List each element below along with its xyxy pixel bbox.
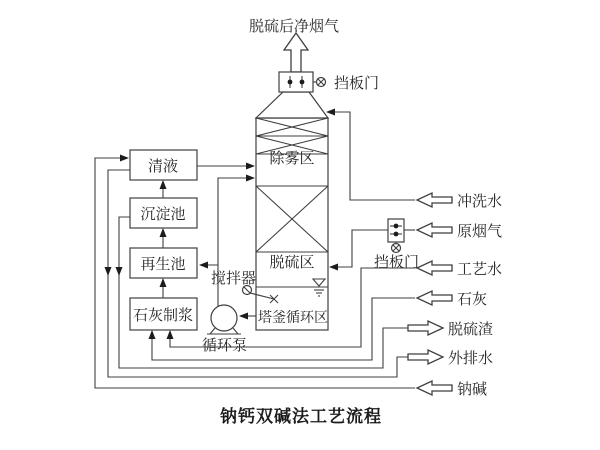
drain-water-arrow-icon xyxy=(408,350,443,364)
tower-body xyxy=(256,118,328,330)
raw-gas-arrow-icon xyxy=(417,223,452,237)
clear-liquid-spray-line xyxy=(197,163,255,170)
tower-cone xyxy=(256,92,328,118)
sodium-alkali-label: 钠碱 xyxy=(457,382,488,398)
clear-liquid-label: 清液 xyxy=(147,159,179,175)
flushing-water-arrow-icon xyxy=(417,193,452,207)
clean-gas-label: 脱硫后净烟气 xyxy=(249,19,340,35)
demister-zone-label: 除雾区 xyxy=(269,151,315,167)
clean-gas-outlet xyxy=(249,17,379,92)
pump-icon xyxy=(211,305,237,331)
circulation-pump-label: 循环泵 xyxy=(202,338,248,354)
sedimentation-label: 沉淀池 xyxy=(140,207,186,223)
circulation-pump xyxy=(199,175,256,355)
top-damper-motor-icon xyxy=(313,78,326,87)
stream-terminals xyxy=(408,193,502,398)
flushing-water-label: 冲洗水 xyxy=(457,194,503,210)
slag-arrow-icon xyxy=(408,321,443,335)
raw-gas-line xyxy=(329,219,419,271)
raw-gas-label: 原烟气 xyxy=(457,224,503,240)
process-water-label: 工艺水 xyxy=(457,262,503,278)
exhaust-arrow-icon xyxy=(284,33,308,72)
top-damper-box xyxy=(279,72,313,92)
flushing-water-line xyxy=(326,109,415,201)
diagram-title: 钠钙双碱法工艺流程 xyxy=(220,407,382,426)
top-damper-label: 挡板门 xyxy=(334,76,380,92)
lime-slurry-label: 石灰制浆 xyxy=(132,308,194,324)
lime-arrow-icon xyxy=(417,291,452,305)
drain-water-label: 外排水 xyxy=(448,351,494,367)
sump-zone-label: 塔釜循环区 xyxy=(258,311,328,326)
absorption-tower xyxy=(256,92,328,330)
side-damper-motor-icon xyxy=(392,242,401,253)
sodium-alkali-arrow-icon xyxy=(417,381,452,395)
process-boxes xyxy=(130,150,197,330)
absorption-zone-label: 脱硫区 xyxy=(269,255,315,271)
regeneration-label: 再生池 xyxy=(140,257,186,273)
lime-label: 石灰 xyxy=(457,292,488,308)
process-water-arrow-icon xyxy=(417,261,452,275)
agitator-label: 搅拌器 xyxy=(211,271,257,287)
side-damper-label: 挡板门 xyxy=(374,255,420,271)
side-damper-box xyxy=(388,219,404,242)
slag-label: 脱硫渣 xyxy=(448,322,494,338)
